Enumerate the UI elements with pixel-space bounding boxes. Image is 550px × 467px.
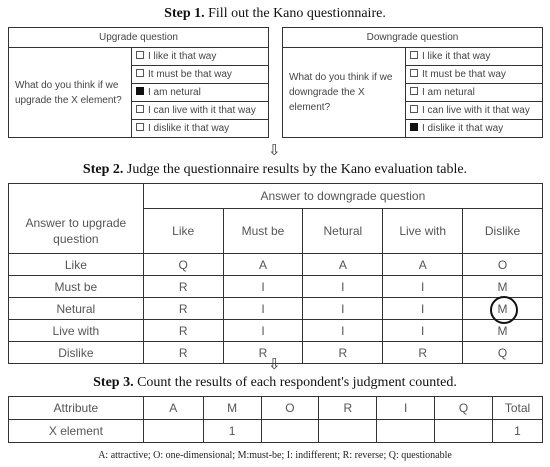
count-data-cell [261,420,319,443]
count-header-cell: Q [435,397,493,420]
kano-row-label: Must be [9,276,144,298]
count-data-cell [435,420,493,443]
kano-row-label: Netural [9,298,144,320]
kano-cell: I [223,320,303,342]
kano-row-label: Live with [9,320,144,342]
downgrade-option[interactable] [406,48,543,66]
upgrade-title: Upgrade question [9,28,269,48]
kano-row [9,298,543,320]
kano-cell: I [303,298,383,320]
checkbox-icon[interactable] [410,69,418,77]
upgrade-option-label: I am netural [148,87,201,98]
kano-cell: I [223,276,303,298]
kano-row-header: Answer to upgrade question [9,209,144,254]
upgrade-option-label: I dislike it that way [148,123,230,134]
downgrade-title: Downgrade question [283,28,543,48]
count-data-cell: 1 [493,420,543,443]
kano-top-header: Answer to downgrade question [143,184,542,209]
kano-row-label: Like [9,254,144,276]
count-data-cell: 1 [203,420,261,443]
step2-heading [0,162,550,178]
kano-cell: I [223,298,303,320]
downgrade-option[interactable] [406,66,543,84]
count-header-cell: I [377,397,435,420]
upgrade-question-text: What do you think if we upgrade the X element? [9,48,132,138]
kano-cell: R [383,342,463,364]
upgrade-option[interactable] [132,48,269,66]
step1-prefix: Step 1. [164,6,205,21]
checked-box-icon[interactable] [136,87,144,95]
checkbox-icon[interactable] [410,51,418,59]
kano-cell: R [223,342,303,364]
upgrade-option-label: I can live with it that way [148,105,256,116]
downgrade-option-label: I dislike it that way [422,123,504,134]
count-data-row [9,420,543,443]
checkbox-icon[interactable] [136,51,144,59]
kano-cell: I [303,276,383,298]
upgrade-option[interactable] [132,84,269,102]
downgrade-option-label: I can live with it that way [422,105,530,116]
kano-cell: I [303,320,383,342]
count-header-cell: Attribute [9,397,144,420]
count-data-cell [319,420,377,443]
checkbox-icon[interactable] [136,123,144,131]
step3-text: Count the results of each respondent's judgment counted. [133,375,457,390]
kano-cell: M [463,298,543,320]
kano-corner [9,184,144,209]
upgrade-option-label: It must be that way [148,69,232,80]
highlight-circle [490,296,518,324]
kano-cell: R [143,320,223,342]
step3-prefix: Step 3. [93,375,134,390]
count-header-cell: A [143,397,203,420]
downgrade-question-text: What do you think if we downgrade the X element? [283,48,406,138]
count-header-cell: Total [493,397,543,420]
kano-cell: M [463,276,543,298]
kano-cell: A [223,254,303,276]
kano-row [9,276,543,298]
upgrade-option[interactable] [132,120,269,138]
down-arrow-icon: ⇩ [268,356,281,373]
count-header-cell: R [319,397,377,420]
kano-column-header: Live with [383,209,463,254]
checkbox-icon[interactable] [136,69,144,77]
kano-cell: O [463,254,543,276]
count-data-cell [143,420,203,443]
upgrade-option[interactable] [132,66,269,84]
kano-row-label: Dislike [9,342,144,364]
checked-box-icon[interactable] [410,123,418,131]
kano-cell: Q [463,342,543,364]
downgrade-option-label: It must be that way [422,69,506,80]
upgrade-question-table [8,27,269,138]
kano-cell: I [383,320,463,342]
step1-heading [0,6,550,22]
kano-cell: I [383,298,463,320]
kano-cell: R [143,298,223,320]
kano-column-header: Dislike [463,209,543,254]
down-arrow-icon: ⇩ [268,142,281,159]
count-data-cell: X element [9,420,144,443]
kano-column-header: Must be [223,209,303,254]
upgrade-option[interactable] [132,102,269,120]
checkbox-icon[interactable] [410,105,418,113]
kano-row [9,254,543,276]
kano-row [9,320,543,342]
downgrade-option[interactable] [406,120,543,138]
downgrade-option-label: I like it that way [422,51,491,62]
count-table [8,396,543,443]
count-data-cell [377,420,435,443]
downgrade-option[interactable] [406,102,543,120]
kano-cell: A [383,254,463,276]
kano-column-header: Netural [303,209,383,254]
checkbox-icon[interactable] [410,87,418,95]
downgrade-option-label: I am netural [422,87,475,98]
kano-cell: R [303,342,383,364]
step1-text: Fill out the Kano questionnaire. [204,6,386,21]
downgrade-option[interactable] [406,84,543,102]
step3-heading [0,375,550,391]
kano-cell: A [303,254,383,276]
step2-text: Judge the questionnaire results by the Kano evaluation table. [123,162,468,177]
kano-cell: I [383,276,463,298]
count-header-cell: M [203,397,261,420]
kano-cell: R [143,342,223,364]
legend: A: attractive; O: one-dimensional; M:must-be; I: indifferent; R: reverse; Q: questionable [98,450,452,461]
kano-cell: M [463,320,543,342]
kano-cell: R [143,276,223,298]
kano-cell: Q [143,254,223,276]
kano-evaluation-table [8,183,543,364]
kano-column-header: Like [143,209,223,254]
checkbox-icon[interactable] [136,105,144,113]
step2-prefix: Step 2. [82,162,124,177]
downgrade-question-table [282,27,543,138]
count-header-cell: O [261,397,319,420]
upgrade-option-label: I like it that way [148,51,217,62]
count-header-row [9,397,543,420]
